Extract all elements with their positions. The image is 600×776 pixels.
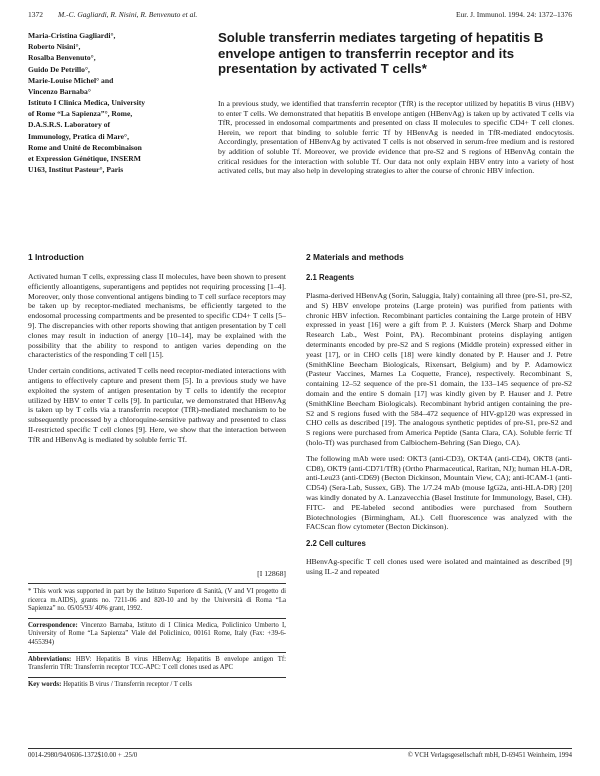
funding-footnote: * This work was supported in part by the Istituto Superiore di Sanità, (V and VI progetto di ricerca m.AIDS), grants no. 7211-06 and 820-10 and by the Università di Roma “La Sapienza” no. 05/05/93/ 40% grant, 1992. <box>28 588 286 613</box>
affiliation-line: et Expression Génétique, INSERM <box>28 154 141 164</box>
footnote-divider <box>28 652 286 653</box>
intro-paragraph: Activated human T cells, expressing class II molecules, have been shown to present efficiently alloantigens, superantigens and peptides not requiring processing [1–4]. Moreover, only those conventional antigens binding to T cell surface receptors may be taken up by receptor-mediated mechanisms, be efficiently targeted to the endosomal processing compartments and be presented to specific CD4+ T cells [5–9]. The discrepancies with other reports showing that antigen presentation by T cell clones may result in induction of anergy [10–14], may be explained with the possibility that the ability to respond to antigen varies depending on the characteristics of the responding T cell [15]. <box>28 272 286 360</box>
affiliation-line: U163, Institut Pasteur°, Paris <box>28 165 124 175</box>
author-name: Maria-Cristina Gagliardi°, <box>28 31 116 40</box>
correspondence-text: Vincenzo Barnaba, Istituto di I Clinica Medica, Policlinico Umberto I, University of Rome “La Sapienza” Viale del Policlinico, 00161 Rome, Italy (Fax: +39-6-4455394) <box>28 621 286 646</box>
abbreviations-footnote <box>28 656 286 673</box>
right-column <box>306 251 572 583</box>
footnote-divider <box>28 677 286 678</box>
footer-divider <box>28 748 572 749</box>
author-name: Roberto Nisini°, <box>28 42 81 52</box>
section-heading-materials: 2 Materials and methods <box>306 252 404 262</box>
footnote-divider <box>28 583 286 584</box>
abbreviations-label: Abbreviations: <box>28 655 72 663</box>
page-footer <box>28 752 572 764</box>
author-name: Vincenzo Barnaba° <box>28 87 91 97</box>
abbreviations-text: HBV: Hepatitis B virus HBenvAg: Hepatitis B envelope antigen Tf: Transferrin TfR: Transferrin receptor TCC-APC: T cell clones used as APC <box>28 655 287 672</box>
manuscript-code: [I 12868] <box>257 569 286 578</box>
affiliation-line: of Rome “La Sapienza”°, Rome, <box>28 109 133 119</box>
affiliations <box>28 97 200 175</box>
footnote-divider <box>28 618 286 619</box>
reagents-paragraph: The following mAb were used: OKT3 (anti-CD3), OKT4A (anti-CD4), OKT8 (anti-CD8), OKT9 (anti-CD71/TfR) (Ortho Pharmaceutical, Raritan, NJ); human HLA-DR, anti-Leu23 (anti-CD69) (Becton Dickinson, Mountain View, CA); anti-ICAM-1 (anti-CD54) (Sera-Lab, Sussex, GB). The 1/7.24 mAb (mouse IgG2a, anti-HLA-DR) [20] was kindly donated by A. Lanzavecchia (Basel Institute for Immunology, Basel, CH). FITC- and PE-labeled second antibodies were purchased from Southern Biotechnologies (Birmingham, AL). Cell fluorescence was analyzed with the FACScan flow cytometer (Becton Dickinson). <box>306 453 572 532</box>
affiliation-line: Rome and Unité de Recombinaison <box>28 142 142 152</box>
footnotes <box>28 583 286 693</box>
keywords-footnote <box>28 681 286 690</box>
publisher-copyright: © VCH Verlagsgesellschaft mbH, D-69451 Weinheim, 1994 <box>407 752 572 759</box>
affiliation-line: Istituto I Clinica Medica, University <box>28 98 146 107</box>
issn-code: 0014-2980/94/0606-1372$10.00 + .25/0 <box>28 752 138 759</box>
author-name: Rosalba Benvenuto°, <box>28 53 96 63</box>
section-heading-introduction: 1 Introduction <box>28 252 84 262</box>
subsection-heading-cell-cultures: 2.2 Cell cultures <box>306 539 366 549</box>
author-list <box>28 30 196 97</box>
subsection-heading-reagents: 2.1 Reagents <box>306 273 355 282</box>
running-head-journal: Eur. J. Immunol. 1994. 24: 1372–1376 <box>455 10 572 19</box>
article-title: Soluble transferrin mediates targeting of hepatitis B envelope antigen to transferrin receptor and its presentation by activated T cells* <box>218 30 544 77</box>
page-number: 1372 <box>28 10 43 19</box>
cell-cultures-paragraph: HBenvAg-specific T cell clones used were isolated and maintained as described [9] using IL-2 and repeated <box>306 557 572 576</box>
author-name: Guido De Petrillo°, <box>28 64 90 74</box>
intro-paragraph: Under certain conditions, activated T cells need receptor-mediated interactions with antigens to effectively capture and present them [5]. In a previous study we have exploited the system of antigen presentation by T cells to identify the receptor utilized by HBV to enter T cells [9]. In particular, we demonstrated that HBenvAg is taken up by T cells via a transferrin receptor (TfR)-mediated mechanism to be subsequently processed by a chloroquine-sensitive pathway and presented to class II-restricted specific T cell clones [9]. Here, we show that the interaction between TfR and HBenvAg is mediated by soluble ferric Tf. <box>28 366 286 444</box>
reagents-paragraph: Plasma-derived HBenvAg (Sorin, Saluggia, Italy) containing all three (pre-S1, pre-S2, and S) HBV envelope proteins (Large protein) was purified from patients with chronic HBV infection. Recombinant particles containing the Large protein of HBV expressed in yeast [16] were a gift from P. J. Kuisters (Merck Sharp and Dohme Research Lab., West Point, PA). Recombinant proteins displaying antigen determinants encoded by pre-S2 and S regions (Middle protein) expressed either in yeast [17], or in CHO cells [18] were kindly donated by P. Hauser and J. Petre (SmithKline Beecham Biologicals, Rixensart, Belgium) and by P. Adamowicz (Pasteur Vaccines, Marnes La Coquette, France), respectively. Recombinant S, containing 12–52 sequence of the pre-S1 domain, the 133–145 sequence of pre-S2 domain and the entire S domain [17] was kindly given by P. Hauser and J. Petre (SmithKline Beecham Biologicals). Recombinant hybrid antigen containing the pre-S2 and S regions fused with the 584–472 sequence of HIV-gp120 was expressed in CHO cells as described [19]. The analogous synthetic peptides of pre-S1, pre-S2 and S regions were purchased from America Peptide (Santa Clara, CA). Soluble ferric Tf (holo-Tf) was purchased from Calbiochem-Behring (San Diego, CA). <box>306 291 572 447</box>
affiliation-line: Immunology, Pratica di Mare°, <box>28 131 129 141</box>
running-head <box>28 10 572 22</box>
author-name: Marie-Louise Michel° and <box>28 75 114 85</box>
correspondence-footnote <box>28 622 286 648</box>
keywords-text: Hepatitis B virus / Transferrin receptor / T cells <box>63 680 192 688</box>
correspondence-label: Correspondence: <box>28 621 78 629</box>
running-head-authors: M.-C. Gagliardi, R. Nisini, R. Benvenuto et al. <box>58 10 198 19</box>
affiliation-line: D.A.S.R.S. Laboratory of <box>28 120 111 130</box>
abstract: In a previous study, we identified that transferrin receptor (TfR) is the receptor utilized by hepatitis B virus (HBV) to enter T cells. We demonstrated that hepatitis B envelope antigen (HBenvAg) is taken up by activated T cells via TfR, processed in endosomal compartments and presented on class II molecules to specific CD4+ T cell clones. Herein, we report that binding to soluble ferric Tf by HBenvAg is needed in TfR-mediated endocytosis. Accordingly, presentation of HBenvAg by activated T cells is not observed in serum-free medium and is restored by addition of soluble Tf. Moreover, we provide evidence that pre-S2 and S regions of HBenvAg contain the critical residues for the interaction with soluble Tf. Our data not only explain HBV entry into a variety of host activated cells, but may also help in developing strategies to alter the course of chronic HBV infection. <box>218 99 574 176</box>
keywords-label: Key words: <box>28 680 62 688</box>
left-column <box>28 251 286 451</box>
